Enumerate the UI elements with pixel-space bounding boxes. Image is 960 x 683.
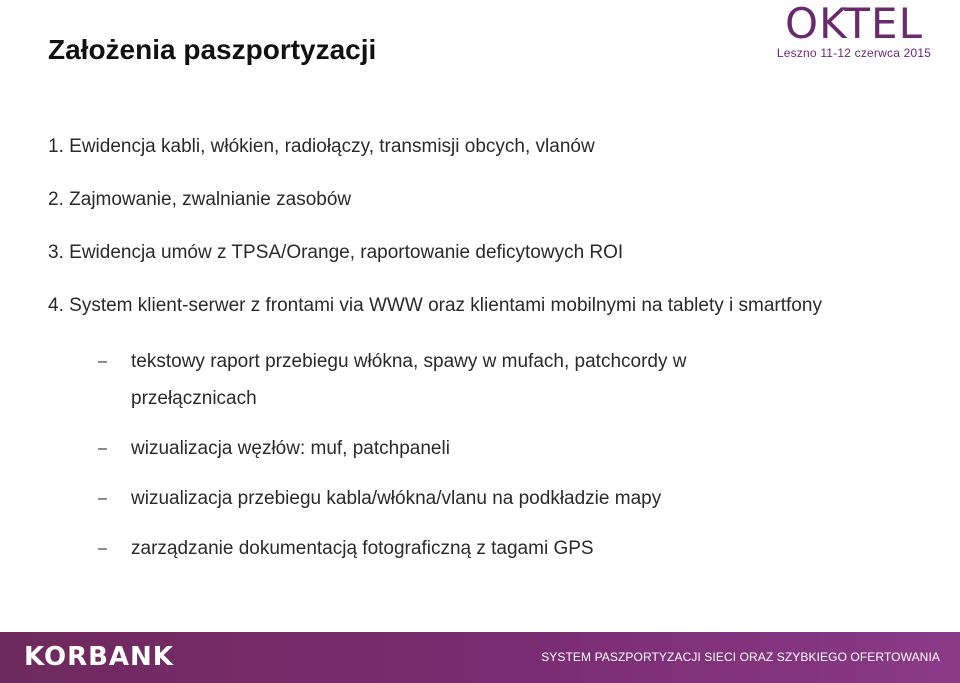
dash-marker: –: [98, 440, 107, 457]
footer-tagline: SYSTEM PASZPORTYZACJI SIECI ORAZ SZYBKIEGO OFERTOWANIA: [541, 650, 940, 664]
sub-list-item: [98, 530, 848, 567]
slide-title: Założenia paszportyzacji: [48, 34, 377, 65]
dash-marker: –: [98, 490, 107, 507]
korbank-logo: KORBANK: [24, 642, 174, 672]
sub-list: [48, 343, 848, 567]
list-item: [48, 181, 848, 219]
sub-list-text: tekstowy raport przebiegu włókna, spawy w mufach, patchcordy w przełącznicach: [131, 351, 687, 409]
sub-list-item: [98, 343, 848, 417]
list-text: System klient-serwer z frontami via WWW oraz klientami mobilnymi na tablety i smartfony: [69, 295, 822, 316]
sub-list-text: wizualizacja węzłów: muf, patchpaneli: [131, 438, 450, 459]
list-item: [48, 128, 848, 166]
sub-list-text: zarządzanie dokumentacją fotograficzną z tagami GPS: [131, 538, 594, 559]
list-number: 3.: [48, 242, 64, 263]
oktel-logo-text: OKTEL: [785, 0, 923, 48]
list-text: Ewidencja umów z TPSA/Orange, raportowanie deficytowych ROI: [69, 242, 624, 263]
list-text: Zajmowanie, zwalnianie zasobów: [69, 189, 352, 210]
list-text: Ewidencja kabli, włókien, radiołączy, transmisji obcych, vlanów: [69, 136, 595, 157]
sub-list-text: wizualizacja przebiegu kabla/włókna/vlanu na podkładzie mapy: [131, 488, 662, 509]
dash-marker: –: [98, 353, 107, 370]
footer-bar: [0, 632, 960, 683]
oktel-logo: [776, 2, 932, 60]
event-date: Leszno 11-12 czerwca 2015: [776, 46, 932, 60]
list-item: [48, 287, 848, 325]
list-item: [48, 234, 848, 272]
sub-list-item: [98, 430, 848, 467]
list-number: 4.: [48, 295, 64, 316]
list-number: 1.: [48, 136, 64, 157]
list-number: 2.: [48, 189, 64, 210]
dash-marker: –: [98, 540, 107, 557]
slide-content: [48, 128, 848, 567]
sub-list-item: [98, 480, 848, 517]
